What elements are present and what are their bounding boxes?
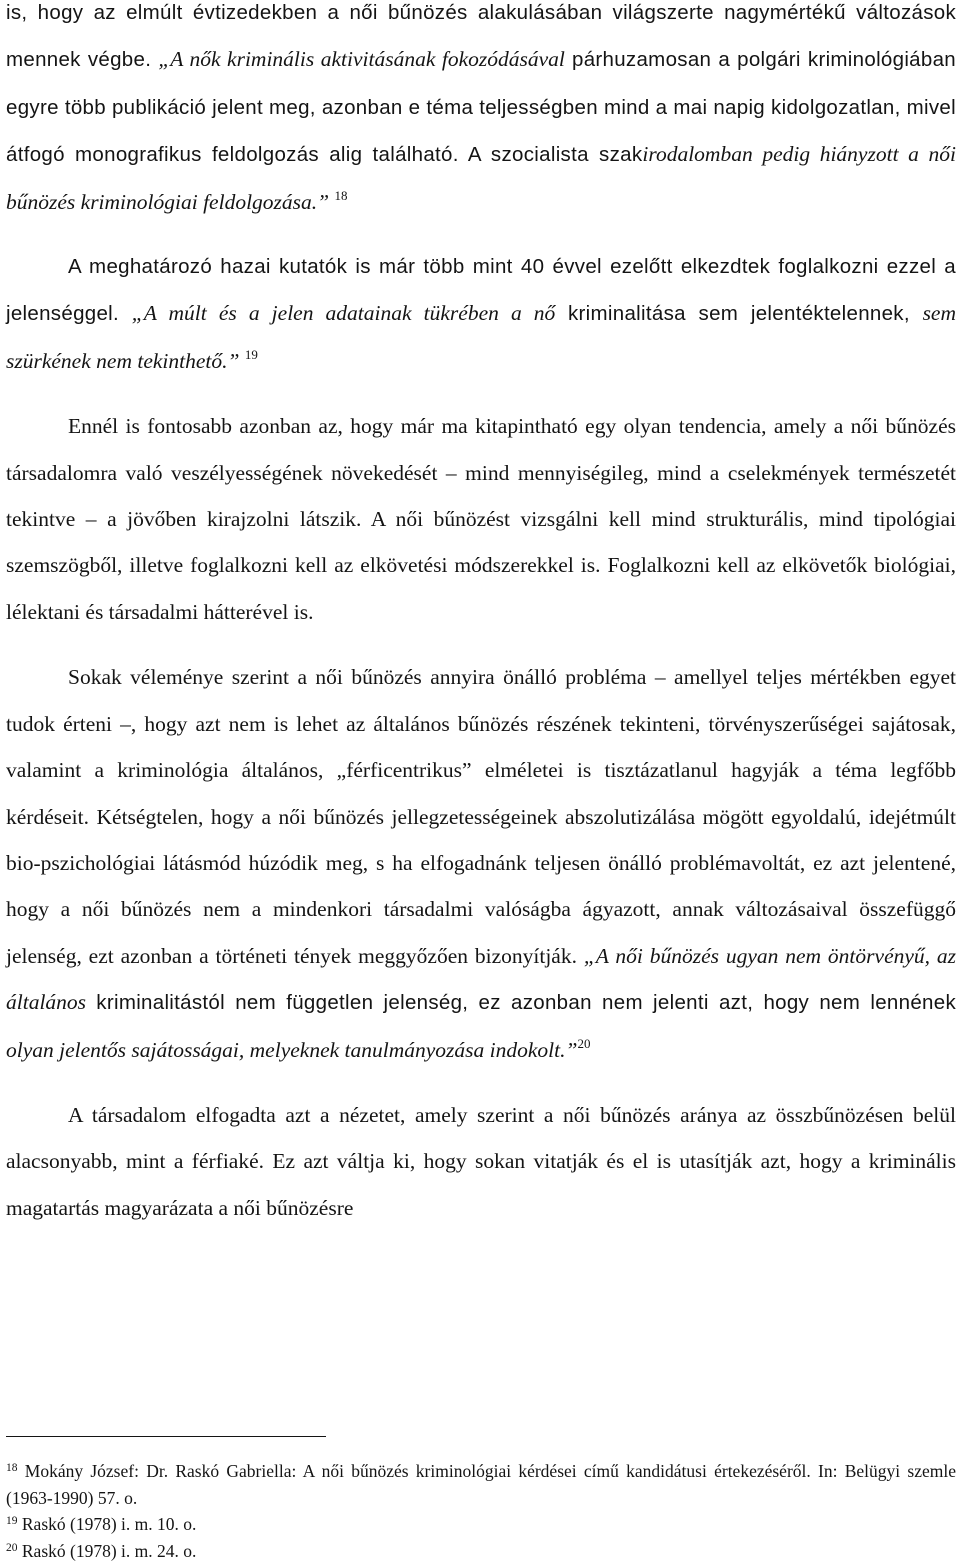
paragraph-4-text: Sokak véleménye szerint a női bűnözés annyira önálló probléma – amellyel teljes mértékben egyet tudok érteni –, hogy azt nem is lehet az általános bűnözés részének tekinteni, törvényszerűségei sajátosak, valamint a kriminológia általános, „férficentrikus” elméletei is tisztázatlanul hagyják a téma legfőbb kérdéseit. Kétségtelen, hogy a női bűnözés jellegzetességeinek abszolutizálása mögött egyoldalú, idejétmúlt bio-pszichológiai látásmód húzódik meg, s ha elfogadnánk teljesen önálló problémavoltát, ez azt jelentené, hogy a női bűnözés nem a mindenkori társadalmi valóságba ágyazott, annak változásaival összefüggő jelenség, ezt azonban a történeti tények meggyőzően bizonyítják.: [6, 665, 956, 968]
footnote-text: Raskó (1978) i. m. 24. o.: [17, 1540, 197, 1561]
footnote-number: 18: [6, 1462, 18, 1474]
footnote-ref-20[interactable]: 20: [577, 1035, 591, 1051]
footnote-separator: [6, 1436, 326, 1437]
footnote-number: 20: [6, 1541, 18, 1554]
paragraph-1: [6, 0, 956, 225]
paragraph-4: [6, 654, 956, 1073]
paragraph-4-quote-end: olyan jelentős sajátosságai, melyeknek tanulmányozása indokolt.”: [6, 1037, 578, 1062]
paragraph-1-text: is, hogy az elmúlt évtizedekben a női bűnözés alakulásában világszerte nagymértékű változások mennek végbe.: [6, 1, 956, 72]
footnote-20: [6, 1538, 956, 1565]
paragraph-3: Ennél is fontosabb azonban az, hogy már ma kitapintható egy olyan tendencia, amely a női bűnözés társadalomra való veszélyességének növekedését – mind mennyiségileg, mind a cselekmények természetét tekintve – a jövőben kirajzolni látszik. A női bűnözést vizsgálni kell mind strukturális, mind tipológiai szemszögből, illetve foglalkozni kell az elkövetési módszerekkel is. Foglalkozni kell az elkövetők biológiai, lélektani és társadalmi hátterével is.: [6, 414, 956, 624]
paragraph-2-quote-end: sem szürkének nem tekinthető.”: [6, 301, 956, 373]
paragraph-2-text: A meghatározó hazai kutatók is már több mint 40 évvel ezelőtt elkezdtek foglalkozni ezzel a jelenséggel.: [6, 255, 956, 326]
footnote-18: [6, 1458, 956, 1511]
paragraph-1-quote-start: „A nők kriminális aktivitásának fokozódásával: [158, 47, 565, 72]
paragraph-4-text-continued: kriminalitástól nem független jelenség, ez azonban nem jelenti azt, hogy nem lennének: [86, 991, 956, 1015]
paragraph-2: [6, 243, 956, 384]
footnote-text: Raskó (1978) i. m. 10. o.: [17, 1514, 197, 1534]
footnote-ref-18[interactable]: 18: [334, 187, 348, 203]
footnote-number: 19: [6, 1515, 18, 1527]
paragraph-2-quote-start: „A múlt és a jelen adatainak tükrében a nő: [131, 301, 556, 326]
paragraph-4-quote-start: „A női bűnözés ugyan nem öntörvényű, az általános: [6, 943, 957, 1015]
footnote-text: Mokány József: Dr. Raskó Gabriella: A női bűnözés kriminológiai kérdései című kandidátusi értekezéséről. In: Belügyi szemle (1963-1990) 57. o.: [6, 1461, 956, 1508]
paragraph-2-text-continued: kriminalitása sem jelentéktelennek,: [555, 302, 923, 326]
footnotes: [6, 1458, 956, 1564]
document-body: [6, 0, 956, 1231]
footnote-ref-19[interactable]: 19: [244, 346, 258, 362]
paragraph-5: A társadalom elfogadta azt a nézetet, amely szerint a női bűnözés aránya az összbűnözésen belül alacsonyabb, mint a férfiaké. Ez azt váltja ki, hogy sokan vitatják és el is utasítják azt, hogy a kriminális magatartás magyarázata a női bűnözésre: [6, 1102, 956, 1220]
footnote-19: [6, 1511, 956, 1538]
paragraph-1-text-continued: párhuzamosan a polgári kriminológiában egyre több publikáció jelent meg, azonban e téma teljességben mind a mai napig kidolgozatlan, mivel átfogó monografikus feldolgozás alig található. A szocialista szak: [6, 48, 956, 167]
paragraph-1-quote-end: irodalomban pedig hiányzott a női bűnözés kriminológiai feldolgozása.”: [6, 142, 957, 214]
